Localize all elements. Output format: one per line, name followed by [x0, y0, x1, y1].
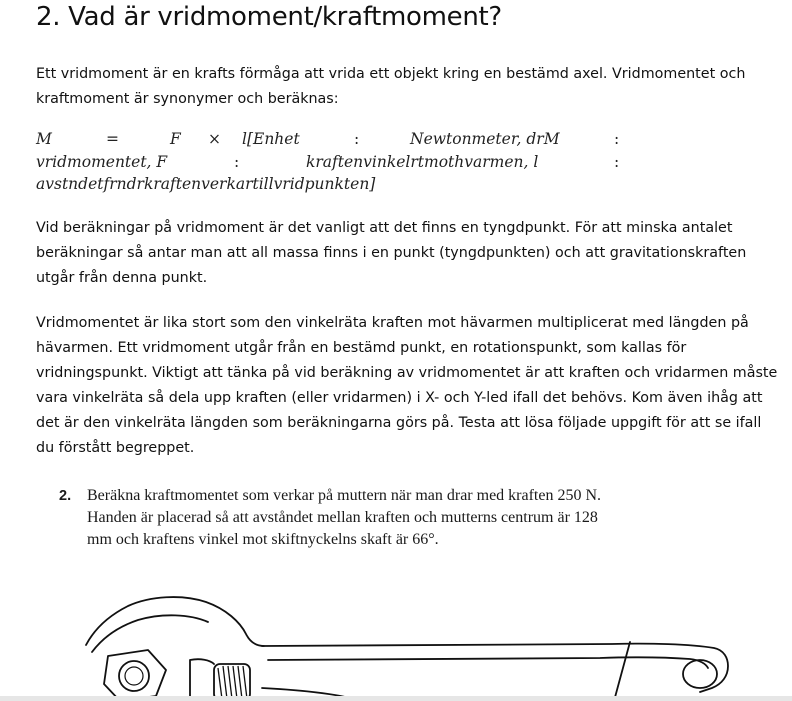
formula-unit: Newtonmeter, drM [410, 130, 560, 148]
exercise-number: 2. [59, 488, 72, 504]
paragraph-line: vridningspunkt. Viktigt att tänka på vid beräkning av vridmomentet är att kraften och vridarmen måste [36, 365, 778, 381]
torque-formula [36, 128, 626, 196]
wrench-jaw-inner [92, 615, 208, 652]
paragraph-line: Vridmomentet är lika stort som den vinkelräta kraften mot hävarmen multiplicerat med längden på [36, 315, 749, 331]
formula-text: kraftenvinkelrtmothvarmen, l [306, 152, 539, 171]
formula-equals: = [106, 130, 119, 148]
formula-symbol-f: F [170, 130, 181, 148]
formula-line-3 [36, 173, 626, 196]
paragraph-vridmoment [36, 311, 776, 461]
exercise-text [87, 485, 601, 551]
wrench-jaw-outline [86, 597, 264, 646]
wrench-hole [683, 660, 717, 688]
formula-text: avstndetfrndrkraftenverkartillvridpunkten] [36, 175, 376, 193]
formula-colon: : [614, 152, 620, 171]
formula-colon: : [614, 130, 620, 148]
paragraph-line: det är den vinkelräta längden som beräkningarna görs på. Testa att lösa följade uppgift för att se ifall [36, 415, 762, 431]
paragraph-line: utgår från denna punkt. [36, 270, 208, 286]
formula-colon: : [354, 130, 360, 148]
formula-symbol-l: l[Enhet [242, 130, 300, 148]
paragraph-line: hävarmen. Ett vridmoment utgår från en bestämd punkt, en rotationspunkt, som kallas för [36, 340, 687, 356]
wrench-handle-top [262, 644, 728, 692]
paragraph-line: vara vinkelräta så dela upp kraften (eller vridarmen) i X- och Y-led ifall det behövs. Kom även ihåg att [36, 390, 763, 406]
formula-line-2 [36, 151, 626, 174]
wrench-handle-inner [268, 657, 708, 668]
force-line [614, 642, 630, 701]
paragraph-line: du förstått begreppet. [36, 440, 195, 456]
paragraph-line: beräkningar så antar man att all massa finns i en punkt (tyngdpunkten) och att gravitationskraften [36, 245, 747, 261]
page-title: 2. Vad är vridmoment/kraftmoment? [36, 2, 502, 32]
intro-paragraph [36, 62, 776, 112]
paragraph-line: Vid beräkningar på vridmoment är det vanligt att det finns en tyngdpunkt. För att minska antalet [36, 220, 733, 236]
formula-text: vridmomentet, F [36, 152, 168, 171]
formula-colon: : [234, 152, 240, 171]
worm-gear-threads [218, 666, 247, 699]
nut-hexagon [104, 650, 166, 701]
exercise-line: Beräkna kraftmomentet som verkar på muttern när man drar med kraften 250 N. [87, 487, 602, 504]
paragraph-tyngdpunkt [36, 216, 776, 291]
formula-line-1 [36, 128, 626, 151]
nut-center [119, 661, 149, 691]
wrench-illustration [0, 560, 792, 701]
intro-line: kraftmoment är synonymer och beräknas: [36, 91, 339, 107]
intro-line: Ett vridmoment är en krafts förmåga att vrida ett objekt kring en bestämd axel. Vridmomentet och [36, 66, 746, 82]
exercise-line: mm och kraftens vinkel mot skiftnyckelns skaft är 66°. [87, 531, 439, 548]
formula-times: × [208, 130, 221, 148]
formula-symbol-m: M [36, 130, 52, 148]
exercise-line: Handen är placerad så att avståndet mellan kraften och mutterns centrum är 128 [87, 509, 598, 526]
